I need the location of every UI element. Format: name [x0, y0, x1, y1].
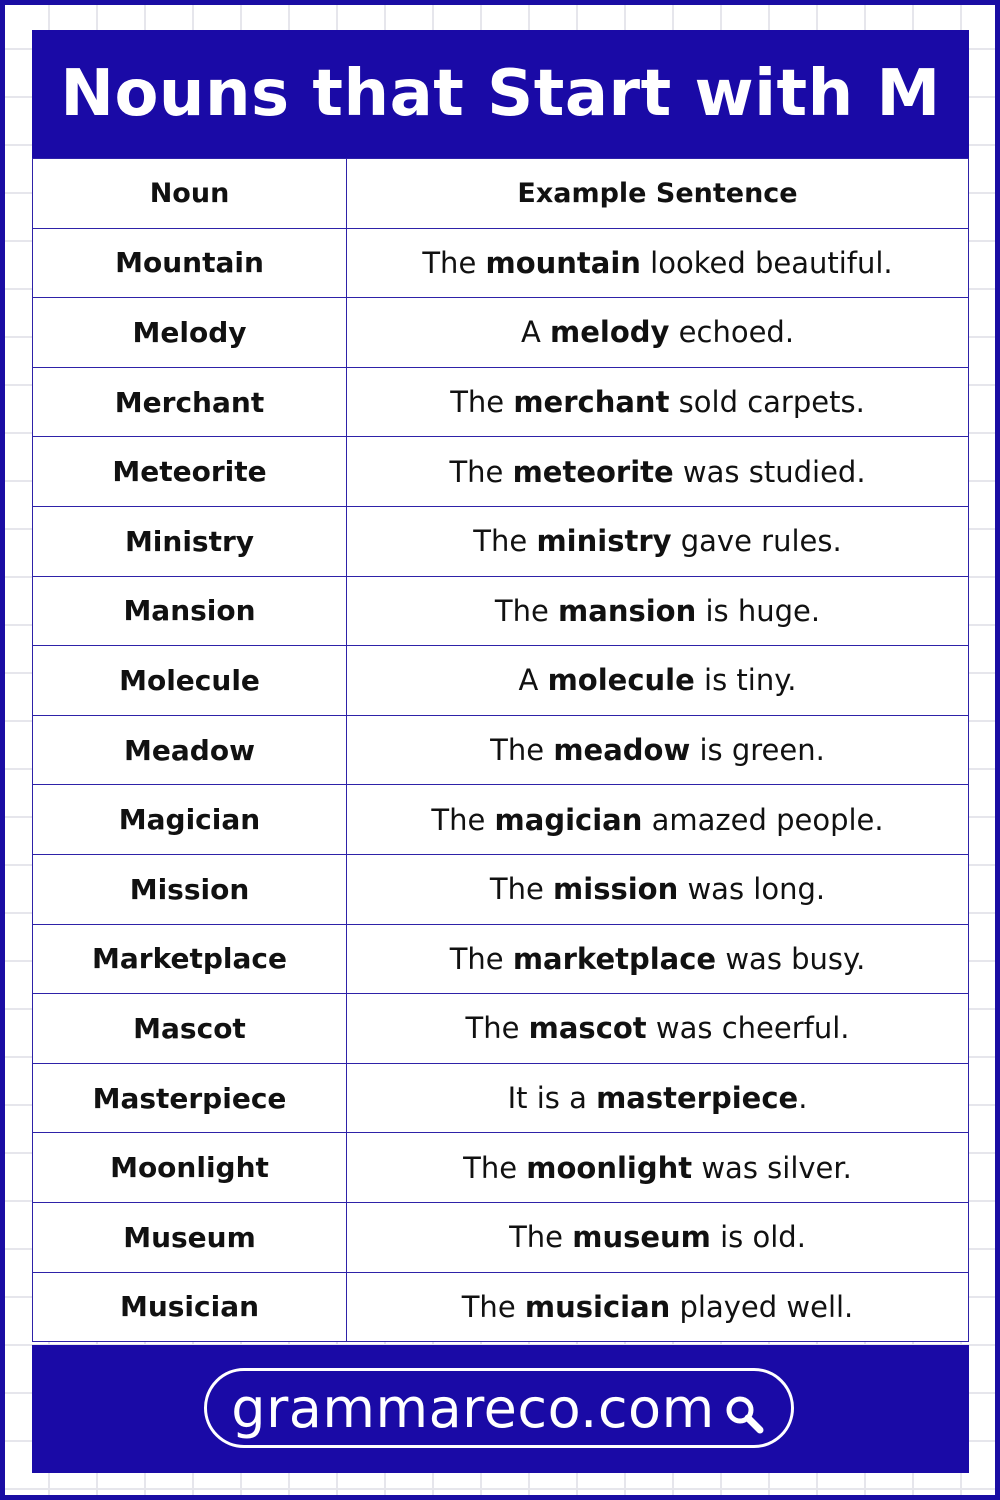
sentence-after: is old. [710, 1220, 806, 1255]
table-row [33, 437, 969, 507]
sentence-after: played well. [670, 1289, 854, 1324]
table-row [33, 367, 969, 437]
sentence-highlighted-noun: melody [550, 315, 670, 350]
sentence-after: was silver. [692, 1150, 852, 1185]
example-sentence-cell [347, 785, 969, 855]
example-sentence-cell [347, 924, 969, 994]
sentence-before: The [463, 1150, 527, 1185]
noun-cell: Mission [33, 854, 347, 924]
table-row [33, 646, 969, 716]
sentence-before: The [465, 1011, 529, 1046]
noun-cell: Moonlight [33, 1133, 347, 1203]
example-sentence-cell [347, 854, 969, 924]
sentence-highlighted-noun: mountain [485, 245, 641, 280]
noun-cell: Mountain [33, 228, 347, 298]
table-row [33, 715, 969, 785]
sentence-after: looked beautiful. [640, 245, 893, 280]
sentence-before: The [494, 593, 559, 628]
title-banner [32, 30, 969, 158]
sentence-after: amazed people. [642, 802, 884, 837]
example-sentence-cell [347, 715, 969, 785]
sentence-before: A [518, 663, 548, 698]
table-header-row [33, 159, 969, 229]
sentence-before: The [431, 802, 495, 837]
example-sentence-cell [347, 506, 969, 576]
example-sentence-cell [347, 646, 969, 716]
sentence-highlighted-noun: meadow [553, 733, 691, 768]
sentence-highlighted-noun: moonlight [526, 1150, 693, 1185]
sentence-after: gave rules. [671, 524, 842, 559]
noun-cell: Magician [33, 785, 347, 855]
noun-cell: Ministry [33, 506, 347, 576]
site-link[interactable] [204, 1368, 794, 1448]
table-row [33, 924, 969, 994]
sentence-after: is tiny. [694, 663, 797, 698]
noun-cell: Meadow [33, 715, 347, 785]
sentence-after: was busy. [716, 941, 866, 976]
sentence-highlighted-noun: masterpiece [596, 1081, 799, 1116]
noun-cell: Masterpiece [33, 1063, 347, 1133]
sentence-before: The [490, 733, 554, 768]
example-sentence-cell [347, 1202, 969, 1272]
example-sentence-cell [347, 298, 969, 368]
table-row [33, 576, 969, 646]
nouns-table [32, 158, 969, 1342]
site-name: grammareco.com [231, 1376, 715, 1440]
sentence-after: is green. [690, 733, 825, 768]
sentence-after: is huge. [696, 593, 821, 628]
sentence-highlighted-noun: ministry [536, 524, 672, 559]
table-row [33, 1202, 969, 1272]
sentence-before: The [449, 454, 513, 489]
header-noun: Noun [33, 159, 347, 229]
header-example-sentence: Example Sentence [347, 159, 969, 229]
sentence-highlighted-noun: meteorite [512, 454, 674, 489]
sentence-before: A [520, 315, 551, 350]
sentence-after: echoed. [669, 315, 795, 350]
sentence-before: It is a [507, 1081, 597, 1116]
sentence-before: The [473, 524, 537, 559]
noun-cell: Molecule [33, 646, 347, 716]
sentence-after: was long. [678, 872, 826, 907]
example-sentence-cell [347, 367, 969, 437]
table-row [33, 506, 969, 576]
sentence-highlighted-noun: mansion [558, 593, 697, 628]
sentence-after: was cheerful. [646, 1011, 850, 1046]
sentence-highlighted-noun: marketplace [512, 941, 717, 976]
table-row [33, 228, 969, 298]
example-sentence-cell [347, 994, 969, 1064]
sentence-before: The [422, 245, 486, 280]
sentence-before: The [509, 1220, 573, 1255]
table-row [33, 298, 969, 368]
noun-cell: Museum [33, 1202, 347, 1272]
sentence-highlighted-noun: molecule [547, 663, 695, 698]
example-sentence-cell [347, 1133, 969, 1203]
sentence-highlighted-noun: museum [572, 1220, 711, 1255]
noun-cell: Melody [33, 298, 347, 368]
sentence-before: The [489, 872, 554, 907]
table-row [33, 994, 969, 1064]
sentence-after: . [798, 1081, 808, 1116]
sentence-after: was studied. [673, 454, 866, 489]
table-row [33, 1272, 969, 1342]
sentence-highlighted-noun: magician [494, 802, 643, 837]
noun-cell: Merchant [33, 367, 347, 437]
sentence-before: The [461, 1289, 525, 1324]
sentence-highlighted-noun: mascot [528, 1011, 647, 1046]
table-row [33, 1063, 969, 1133]
noun-cell: Marketplace [33, 924, 347, 994]
page-title: Nouns that Start with M [60, 57, 941, 131]
noun-cell: Mascot [33, 994, 347, 1064]
table-row [33, 785, 969, 855]
table-row [33, 854, 969, 924]
noun-cell: Mansion [33, 576, 347, 646]
example-sentence-cell [347, 1063, 969, 1133]
example-sentence-cell [347, 1272, 969, 1342]
table-row [33, 1133, 969, 1203]
example-sentence-cell [347, 437, 969, 507]
sentence-before: The [450, 385, 514, 420]
sentence-highlighted-noun: mission [553, 872, 679, 907]
sentence-after: sold carpets. [669, 385, 865, 420]
example-sentence-cell [347, 576, 969, 646]
sentence-before: The [449, 941, 513, 976]
search-icon [723, 1393, 767, 1437]
noun-cell: Meteorite [33, 437, 347, 507]
sentence-highlighted-noun: musician [524, 1289, 671, 1324]
sentence-highlighted-noun: merchant [513, 385, 670, 420]
example-sentence-cell [347, 228, 969, 298]
footer-banner [32, 1345, 969, 1473]
noun-cell: Musician [33, 1272, 347, 1342]
